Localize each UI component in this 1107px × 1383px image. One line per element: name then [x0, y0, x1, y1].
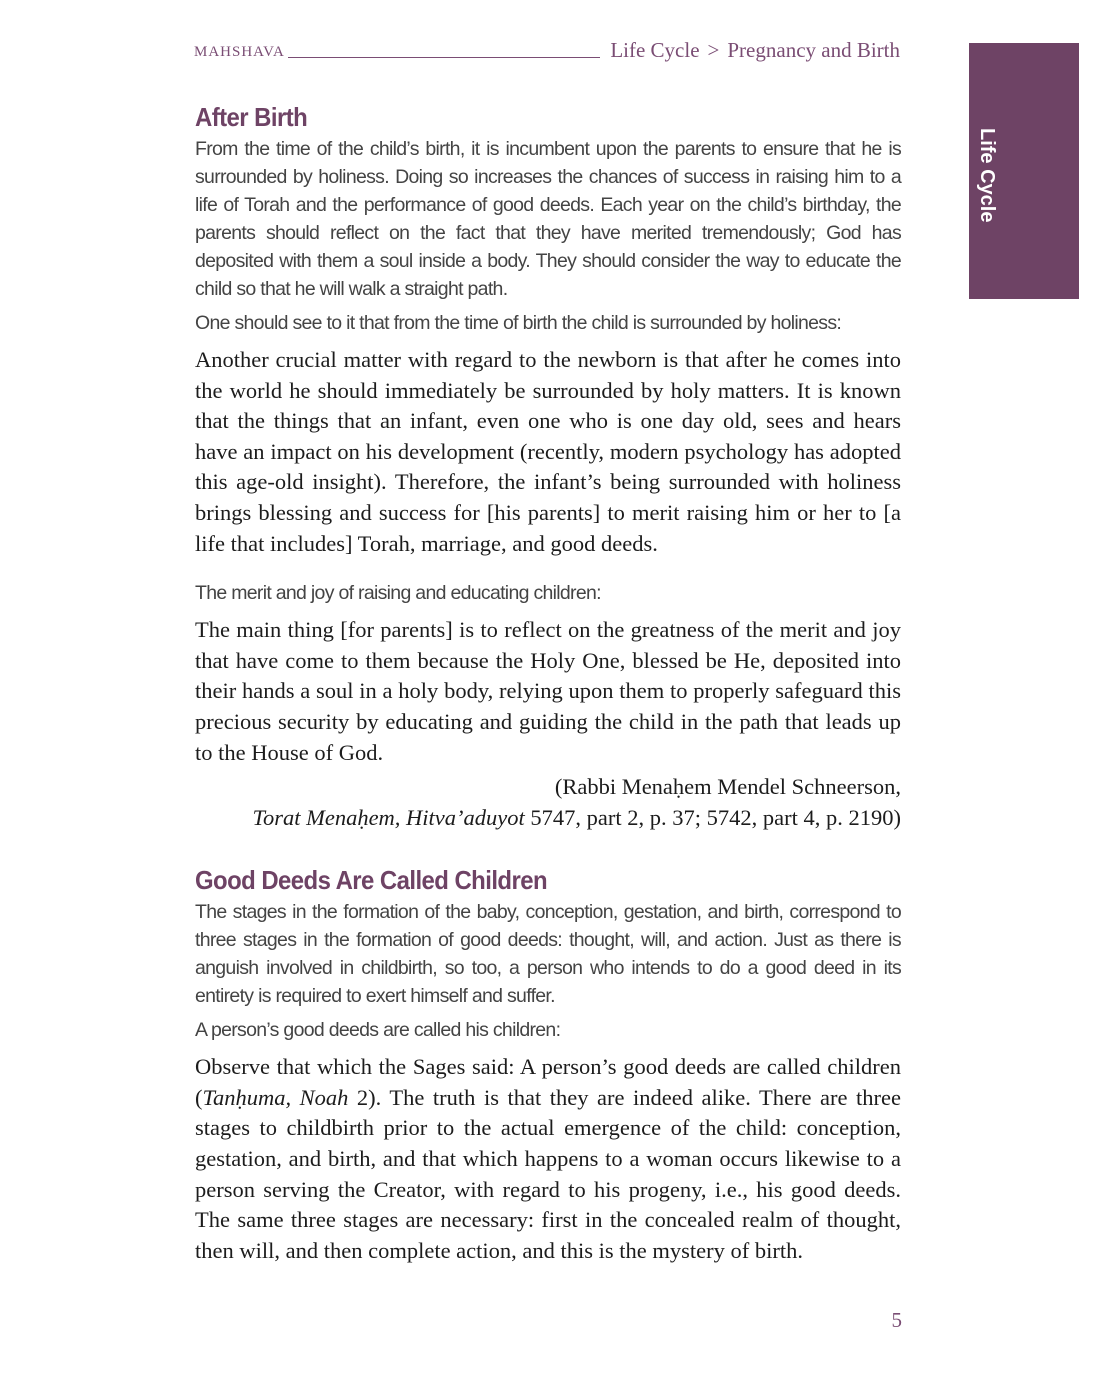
breadcrumb-item-life-cycle[interactable]: Life Cycle	[610, 38, 700, 62]
heading-good-deeds: Good Deeds Are Called Children	[195, 865, 548, 896]
quote-merit-joy: The main thing [for parents] is to reflect on the greatness of the merit and joy that have come to them because the Holy One, blessed be He, deposited into their hands a soul in a holy body, relying upon them to properly safeguard this precious security by educating and guiding the child in the path that leads up to the House of God.	[195, 617, 901, 765]
page-content	[195, 100, 901, 1266]
citation-work: Torat Menaḥem, Hitva’aduyot	[252, 805, 525, 831]
header-rule	[288, 57, 600, 58]
breadcrumb-item-pregnancy-and-birth[interactable]: Pregnancy and Birth	[727, 38, 900, 62]
quote-good-deeds-text-b: 2). The truth is that they are indeed alike. There are three stages to childbirth prior to the actual emergence of the child: conception, gestation, and birth, and that which happens to a woman occurs likewise to a person serving the Creator, with regard to his progeny, i.e., his good deeds. The same three stages are necessary: first in the concealed realm of thought, then will, and then complete action, and this is the mystery of birth.	[195, 1084, 901, 1263]
quote-intro: One should see to it that from the time of birth the child is surrounded by holiness:	[195, 312, 842, 334]
quote-good-deeds-text-a: Observe that which the Sages said: A person’s good deeds are called children (	[195, 1054, 901, 1110]
citation-author: (Rabbi Menaḥem Mendel Schneerson,	[554, 774, 901, 800]
paragraph-good-deeds: The stages in the formation of the baby, conception, gestation, and birth, correspond to three stages in the formation of good deeds: thought, will, and action. Just as there is anguish involved in childbirth, so too, a person who intends to do a good deed in its entirety is required to exert himself and suffer.	[195, 901, 901, 1008]
quote-intro-good-deeds: A person’s good deeds are called his children:	[195, 1019, 561, 1042]
heading-after-birth: After Birth	[195, 102, 308, 132]
running-header	[194, 38, 900, 66]
quote-newborn-holiness: Another crucial matter with regard to the newborn is that after he comes into the world he should immediately be surrounded by holy matters. It is known that the things that an infant, even one who is one day old, sees and hears have an impact on his development (recently, modern psychology has adopted this age-old insight). Therefore, the infant’s being surrounded with holiness brings blessing and success for [his parents] to merit raising him or her to [a life that includes] Torah, marriage, and good deeds.	[195, 347, 901, 556]
section-tab-label: Life Cycle	[976, 128, 998, 223]
citation-source	[195, 802, 901, 833]
magazine-name: MAHSHAVA	[194, 44, 285, 60]
quote-intro-merit-joy: The merit and joy of raising and educating children:	[195, 582, 601, 605]
breadcrumb-separator: >	[707, 38, 720, 62]
quote-good-deeds	[195, 1052, 901, 1266]
breadcrumb	[610, 38, 900, 63]
citation-reference: 5747, part 2, p. 37; 5742, part 4, p. 2190)	[524, 805, 901, 831]
page-number: 5	[891, 1308, 902, 1332]
quote-good-deeds-source: Tanḥuma, Noah	[202, 1084, 349, 1110]
paragraph-after-birth: From the time of the child’s birth, it is incumbent upon the parents to ensure that he is surrounded by holiness. Doing so increases the chances of success in raising him to a life of Torah and the performance of good deeds. Each year on the child’s birthday, the parents should reflect on the fact that they have merited tremendously; God has deposited with them a soul inside a body. They should consider the way to educate the child so that he will walk a straight path.	[195, 138, 901, 300]
